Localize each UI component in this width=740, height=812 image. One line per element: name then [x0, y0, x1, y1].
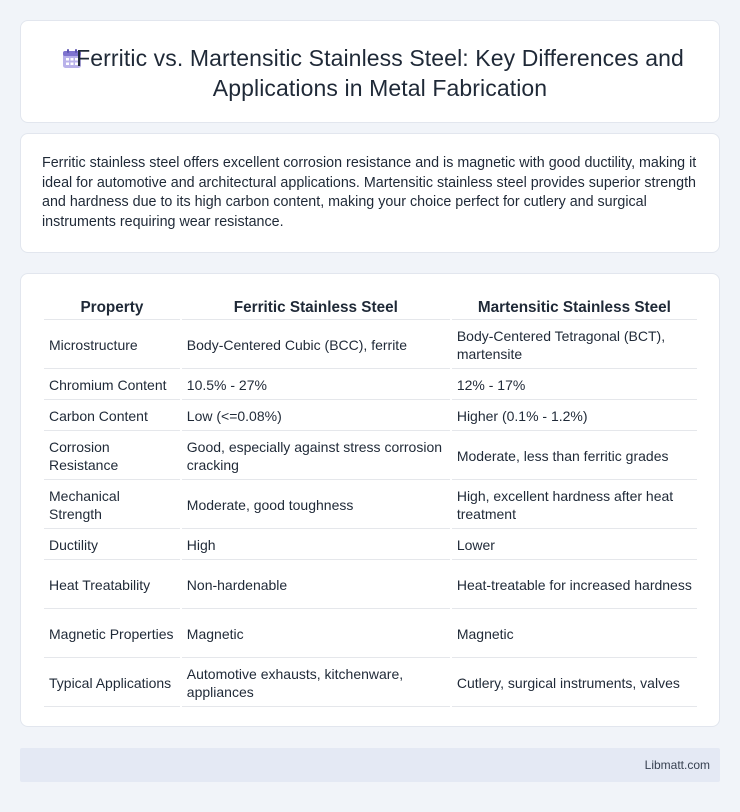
table-row: [44, 531, 697, 560]
row-ferritic: 10.5% - 27%: [182, 371, 450, 400]
row-property: Typical Applications: [44, 660, 180, 707]
row-property: Microstructure: [44, 322, 180, 369]
row-martensitic: Body-Centered Tetragonal (BCT), martensite: [452, 322, 697, 369]
comparison-card: [20, 273, 720, 727]
table-row: [44, 322, 697, 369]
row-martensitic: Magnetic: [452, 611, 697, 658]
table-row: [44, 371, 697, 400]
row-ferritic: Non-hardenable: [182, 562, 450, 609]
page-title: Ferritic vs. Martensitic Stainless Steel: Key Differences and Applications in Metal Fabrication: [76, 45, 684, 101]
row-ferritic: High: [182, 531, 450, 560]
header-ferritic: Ferritic Stainless Steel: [182, 296, 450, 320]
row-martensitic: High, excellent hardness after heat treatment: [452, 482, 697, 529]
row-ferritic: Low (<=0.08%): [182, 402, 450, 431]
row-property: Magnetic Properties: [44, 611, 180, 658]
header-property: Property: [44, 296, 180, 320]
row-property: Chromium Content: [44, 371, 180, 400]
row-martensitic: Lower: [452, 531, 697, 560]
row-martensitic: 12% - 17%: [452, 371, 697, 400]
row-ferritic: Automotive exhausts, kitchenware, appliances: [182, 660, 450, 707]
row-property: Ductility: [44, 531, 180, 560]
table-row: [44, 660, 697, 707]
row-ferritic: Body-Centered Cubic (BCC), ferrite: [182, 322, 450, 369]
table-row: [44, 433, 697, 480]
row-property: Corrosion Resistance: [44, 433, 180, 480]
row-ferritic: Magnetic: [182, 611, 450, 658]
row-martensitic: Heat-treatable for increased hardness: [452, 562, 697, 609]
row-martensitic: Higher (0.1% - 1.2%): [452, 402, 697, 431]
comparison-table: [42, 294, 699, 709]
intro-paragraph: Ferritic stainless steel offers excellent corrosion resistance and is magnetic with good ductility, making it ideal for automotive and architectural applications. Martensitic stainless steel provides superior strength and hardness due to its high carbon content, making your choice perfect for cutlery and surgical instruments requiring wear resistance.: [42, 155, 697, 230]
table-row: [44, 482, 697, 529]
row-ferritic: Good, especially against stress corrosion cracking: [182, 433, 450, 480]
table-row: [44, 402, 697, 431]
intro-card: [20, 133, 720, 253]
table-row: [44, 562, 697, 609]
footer-brand-link[interactable]: Libmatt.com: [644, 758, 710, 772]
row-property: Carbon Content: [44, 402, 180, 431]
title-card: [20, 20, 720, 123]
footer: [20, 748, 720, 782]
row-ferritic: Moderate, good toughness: [182, 482, 450, 529]
row-property: Heat Treatability: [44, 562, 180, 609]
header-martensitic: Martensitic Stainless Steel: [452, 296, 697, 320]
row-martensitic: Cutlery, surgical instruments, valves: [452, 660, 697, 707]
row-martensitic: Moderate, less than ferritic grades: [452, 433, 697, 480]
table-row: [44, 611, 697, 658]
row-property: Mechanical Strength: [44, 482, 180, 529]
table-header-row: [44, 296, 697, 320]
